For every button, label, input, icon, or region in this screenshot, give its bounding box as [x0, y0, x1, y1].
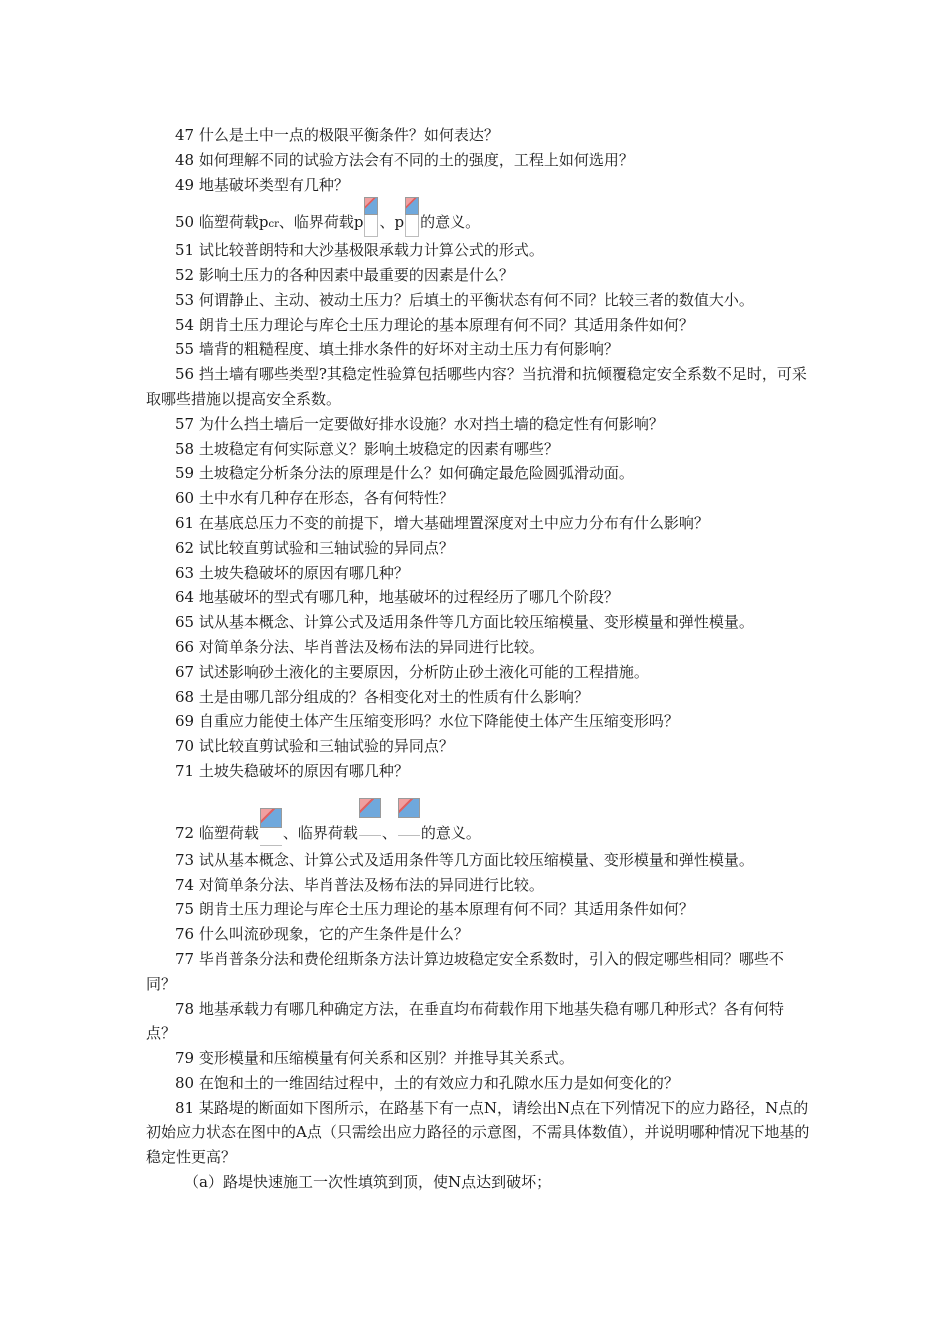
question-item	[146, 635, 810, 660]
question-number: 56	[175, 365, 195, 384]
question-number: 63	[175, 563, 195, 582]
question-text: 朗肯土压力理论与库仑土压力理论的基本原理有何不同？其适用条件如何？	[198, 315, 694, 334]
question-text: 土坡失稳破坏的原因有哪几种？	[198, 563, 409, 582]
question-number: 66	[175, 637, 195, 656]
question-item	[146, 313, 810, 338]
question-text: 试从基本概念、计算公式及适用条件等几方面比较压缩模量、变形模量和弹性模量。	[198, 613, 754, 632]
question-text: 变形模量和压缩模量有何关系和区别？并推导其关系式。	[198, 1049, 574, 1068]
question-number: 48	[175, 150, 195, 169]
question-number: 76	[175, 925, 195, 944]
question-item	[146, 461, 810, 486]
question-text: 何谓静止、主动、被动土压力？后填土的平衡状态有何不同？比较三者的数值大小。	[198, 290, 754, 309]
question-item	[146, 585, 810, 610]
image-placeholder-icon	[359, 798, 381, 838]
question-text: 的意义。	[420, 823, 481, 842]
image-placeholder-icon	[260, 808, 282, 848]
question-number: 77	[175, 949, 195, 968]
question-number: 75	[175, 900, 195, 919]
question-item	[146, 263, 810, 288]
question-number: 58	[175, 439, 195, 458]
question-number: 81	[175, 1098, 195, 1117]
question-text: 地基破坏的型式有哪几种，地基破坏的过程经历了哪几个阶段？	[198, 588, 619, 607]
question-item	[146, 709, 810, 734]
question-text: 地基承载力有哪几种确定方法，在垂直均布荷载作用下地基失稳有哪几种形式？各有何特点？	[146, 999, 784, 1043]
question-item	[146, 238, 810, 263]
question-item	[146, 362, 810, 412]
question-item	[146, 123, 810, 148]
question-number: 51	[175, 241, 195, 260]
question-item	[146, 897, 810, 922]
question-item	[146, 337, 810, 362]
question-item	[146, 197, 810, 238]
question-text: 试述影响砂土液化的主要原因，分析防止砂土液化可能的工程措施。	[198, 662, 649, 681]
question-item	[146, 437, 810, 462]
question-number: 55	[175, 340, 195, 359]
question-text: 试比较普朗特和大沙基极限承载力计算公式的形式。	[198, 241, 544, 260]
question-text: 试从基本概念、计算公式及适用条件等几方面比较压缩模量、变形模量和弹性模量。	[198, 850, 754, 869]
question-number: 57	[175, 414, 195, 433]
question-number: 69	[175, 712, 195, 731]
question-text: 影响土压力的各种因素中最重要的因素是什么？	[198, 265, 514, 284]
question-text: 什么是土中一点的极限平衡条件？如何表达？	[198, 126, 499, 144]
question-item	[146, 922, 810, 947]
image-placeholder-icon	[398, 798, 420, 838]
question-item	[146, 734, 810, 759]
question-number: 53	[175, 290, 195, 309]
question-text: 如何理解不同的试验方法会有不同的土的强度，工程上如何选用？	[198, 150, 634, 169]
question-number: 73	[175, 850, 195, 869]
question-text: 地基破坏类型有几种？	[198, 175, 349, 194]
question-text: 土坡稳定有何实际意义？影响土坡稳定的因素有哪些？	[198, 439, 559, 458]
question-text: 试比较直剪试验和三轴试验的异同点？	[198, 737, 454, 756]
question-text: 在基底总压力不变的前提下，增大基础埋置深度对土中应力分布有什么影响？	[198, 513, 709, 532]
question-item	[146, 997, 810, 1047]
question-item	[146, 1046, 810, 1071]
question-number: 62	[175, 538, 195, 557]
question-text: 土坡失稳破坏的原因有哪几种？	[198, 761, 409, 780]
question-text: 挡土墙有哪些类型?其稳定性验算包括哪些内容？当抗滑和抗倾覆稳定安全系数不足时，可采取哪些措施以提高安全系数。	[146, 365, 807, 408]
question-text: 土是由哪几部分组成的？各相变化对土的性质有什么影响？	[198, 687, 589, 706]
question-number: 61	[175, 513, 195, 532]
question-text: 临塑荷载	[198, 823, 259, 842]
question-item	[146, 848, 810, 873]
question-text: 墙背的粗糙程度、填土排水条件的好坏对主动土压力有何影响？	[198, 340, 619, 359]
question-text: 、	[381, 823, 397, 842]
question-number: 72	[175, 823, 195, 842]
question-number: 80	[175, 1073, 195, 1092]
question-item	[146, 873, 810, 898]
question-text: 、临界荷载	[282, 823, 358, 842]
question-item	[146, 947, 810, 997]
question-text: 对简单条分法、毕肖普法及杨布法的异同进行比较。	[198, 637, 544, 656]
question-text: 什么叫流砂现象，它的产生条件是什么？	[198, 925, 469, 944]
question-item	[146, 784, 810, 848]
question-text: 在饱和土的一维固结过程中，土的有效应力和孔隙水压力是如何变化的？	[198, 1073, 679, 1092]
document-body	[146, 123, 810, 1195]
question-number: 59	[175, 464, 195, 483]
question-item	[146, 148, 810, 173]
question-text: 临塑荷载p	[198, 213, 269, 232]
question-number: 47	[175, 126, 195, 144]
question-item	[146, 511, 810, 536]
question-item	[146, 288, 810, 313]
question-number: 54	[175, 315, 195, 334]
question-number: 67	[175, 662, 195, 681]
question-number: 49	[175, 175, 195, 194]
question-number: 78	[175, 999, 195, 1018]
question-number: 65	[175, 613, 195, 632]
question-text: 自重应力能使土体产生压缩变形吗？水位下降能使土体产生压缩变形吗？	[198, 712, 679, 731]
question-text: 对简单条分法、毕肖普法及杨布法的异同进行比较。	[198, 875, 544, 894]
question-item	[146, 173, 810, 198]
image-placeholder-icon	[364, 197, 378, 237]
question-item	[146, 412, 810, 437]
question-text: 土坡稳定分析条分法的原理是什么？如何确定最危险圆弧滑动面。	[198, 464, 634, 483]
question-number: 79	[175, 1049, 195, 1068]
question-text: 某路堤的断面如下图所示，在路基下有一点N，请绘出N点在下列情况下的应力路径，N点的初始应力状态在图中的A点（只需绘出应力路径的示意图，不需具体数值），并说明哪种情况下地基的稳定性更高？	[146, 1098, 810, 1167]
question-number: 52	[175, 265, 195, 284]
question-number: 64	[175, 588, 195, 607]
subscript-text: cr	[268, 219, 279, 231]
question-item	[146, 561, 810, 586]
question-number: 60	[175, 489, 195, 508]
question-text: 土中水有几种存在形态，各有何特性？	[198, 489, 454, 508]
image-placeholder-icon	[405, 197, 419, 237]
question-number: 70	[175, 737, 195, 756]
question-text: 为什么挡土墙后一定要做好排水设施？水对挡土墙的稳定性有何影响？	[198, 414, 664, 433]
sub-item-a: （a）路堤快速施工一次性填筑到顶，使N点达到破坏；	[184, 1173, 552, 1192]
question-item	[146, 1071, 810, 1096]
question-item	[146, 1096, 810, 1170]
question-item	[146, 759, 810, 784]
question-item	[146, 660, 810, 685]
question-number: 50	[175, 213, 195, 232]
question-number: 74	[175, 875, 195, 894]
question-text: 、临界荷载p	[278, 213, 364, 232]
question-text: 的意义。	[420, 213, 481, 232]
question-number: 71	[175, 761, 195, 780]
question-item	[146, 536, 810, 561]
question-item	[146, 685, 810, 710]
question-text: 试比较直剪试验和三轴试验的异同点？	[198, 538, 454, 557]
question-item	[146, 486, 810, 511]
question-text: 朗肯土压力理论与库仑土压力理论的基本原理有何不同？其适用条件如何？	[198, 900, 694, 919]
question-text: 毕肖普条分法和费伦纽斯条方法计算边坡稳定安全系数时，引入的假定哪些相同？哪些不同？	[146, 949, 784, 993]
question-item	[146, 610, 810, 635]
question-number: 68	[175, 687, 195, 706]
question-text: 、p	[379, 213, 405, 232]
